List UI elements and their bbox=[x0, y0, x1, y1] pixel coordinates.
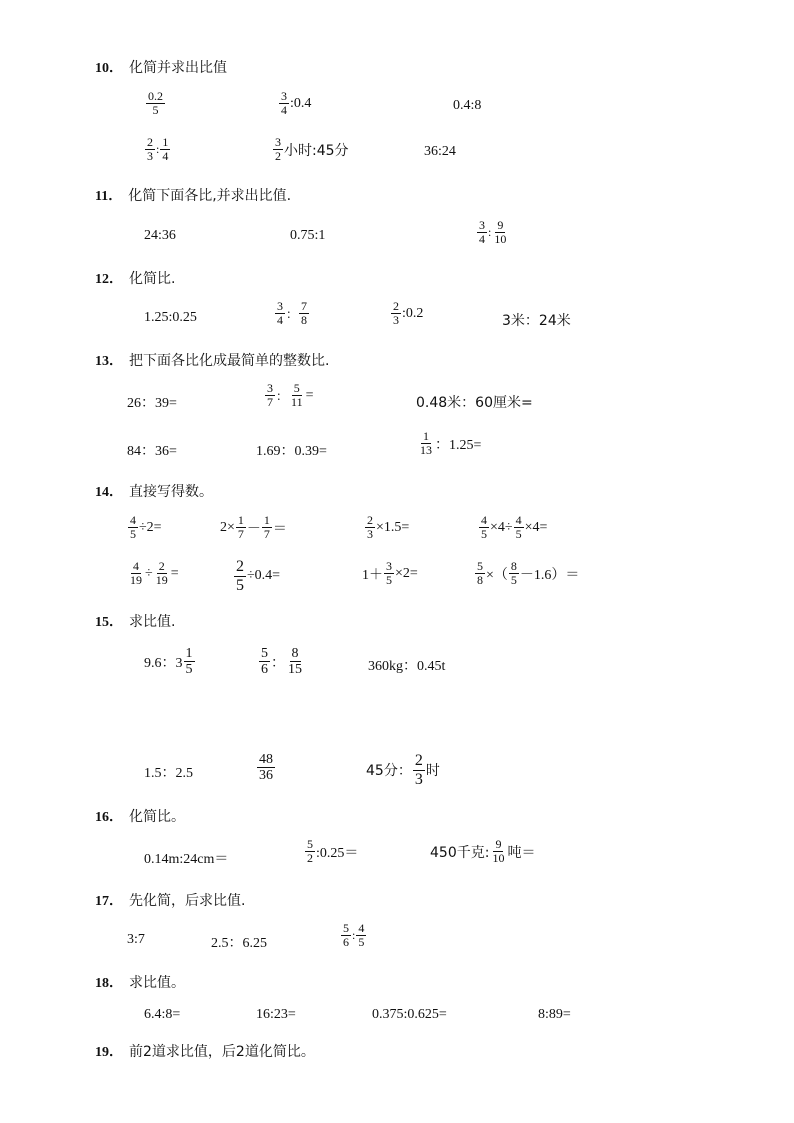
expr-18b: 16:23= bbox=[256, 1007, 296, 1022]
expr-14b: 2× $\frac{1}{7}$ － 1 7 ＝ bbox=[220, 513, 287, 542]
question-17: 17． 先化简，后求比值. bbox=[95, 893, 246, 909]
expr-15c: 360kg：0.45t bbox=[368, 659, 446, 674]
expr-11a: 24:36 bbox=[144, 228, 176, 243]
expr-17a: 3:7 bbox=[127, 932, 145, 947]
question-15: 15． 求比值. bbox=[95, 614, 176, 630]
expr-10e: 3 2 小时:45分 bbox=[275, 135, 349, 164]
expr-16c: 450千克: 9 10 吨＝ bbox=[430, 837, 536, 866]
question-number: 10． bbox=[95, 61, 123, 76]
expr-13c: 0.48米：60厘米= bbox=[416, 395, 533, 411]
question-title: 化简并求出比值 bbox=[129, 60, 227, 76]
expr-10b: 3 4 :0.4 bbox=[281, 89, 312, 118]
expr-11c: 3 4 : 9 10 bbox=[479, 218, 507, 247]
expr-16a: 0.14m:24cm＝ bbox=[144, 852, 229, 867]
expr-12d: 3米：24米 bbox=[502, 313, 571, 329]
expr-17b: 2.5：6.25 bbox=[211, 936, 267, 951]
question-19: 19． 前2道求比值，后2道化简比。 bbox=[95, 1044, 315, 1060]
expr-14e: $\frac{4}{19}$ ÷ $\frac{2}{19}$ = bbox=[130, 559, 179, 588]
expr-14f: $\frac{2}{5}$ ÷0.4= bbox=[236, 558, 281, 594]
expr-14g: 1＋ $\frac{3}{5}$ ×2= bbox=[362, 559, 418, 588]
expr-13d: 84：36= bbox=[127, 444, 177, 459]
expr-15f: 45分： 2 3 时 bbox=[366, 752, 440, 788]
expr-18c: 0.375:0.625= bbox=[372, 1007, 447, 1022]
expr-12c: 2 3 :0.2 bbox=[393, 299, 424, 328]
expr-13f: 1 13 ：1.25= bbox=[420, 429, 482, 458]
expr-13e: 1.69：0.39= bbox=[256, 444, 327, 459]
expr-14d: $\frac{4}{5}$ ×4÷ $\frac{4}{5}$ ×4= bbox=[481, 513, 548, 542]
question-14: 14． 直接写得数。 bbox=[95, 484, 213, 500]
expr-12b: 3 4 ： 7 8 bbox=[277, 299, 308, 328]
question-11: 11． 化简下面各比,并求出比值. bbox=[95, 188, 292, 204]
expr-17c: 5 6 : 4 5 bbox=[343, 921, 365, 950]
question-16: 16． 化简比。 bbox=[95, 809, 185, 825]
expr-11b: 0.75:1 bbox=[290, 228, 326, 243]
expr-15d: 1.5：2.5 bbox=[144, 766, 193, 781]
question-12: 12． 化简比. bbox=[95, 271, 176, 287]
expr-18a: 6.4:8= bbox=[144, 1007, 181, 1022]
expr-14a: $\frac{4}{5}$ ÷2= bbox=[130, 513, 162, 542]
question-13: 13． 把下面各比化成最简单的整数比. bbox=[95, 353, 330, 369]
expr-15a: 9.6：3 1 5 bbox=[144, 646, 193, 678]
expr-10c: 0.4:8 bbox=[453, 98, 482, 113]
question-18: 18． 求比值。 bbox=[95, 975, 185, 991]
expr-13a: 26：39= bbox=[127, 396, 177, 411]
question-10 bbox=[95, 57, 227, 77]
expr-12a: 1.25:0.25 bbox=[144, 310, 197, 325]
expr-13b: 3 7 ： $\frac{5}{11}$ = bbox=[267, 381, 314, 410]
expr-15e: 48 36 bbox=[259, 752, 273, 784]
expr-15b: 5 6 ： 8 15 bbox=[261, 646, 302, 678]
expr-10a: 0.2 5 bbox=[148, 89, 163, 118]
expr-10d: 2 3 : 1 4 bbox=[147, 135, 169, 164]
expr-18d: 8:89= bbox=[538, 1007, 571, 1022]
expr-10f: 36:24 bbox=[424, 144, 456, 159]
expr-16b: 5 2 :0.25＝ bbox=[307, 837, 359, 866]
expr-14h: $\frac{5}{8}$ ×（ 8 5 －1.6）＝ bbox=[477, 559, 580, 588]
expr-14c: $\frac{2}{3}$ ×1.5= bbox=[367, 513, 410, 542]
